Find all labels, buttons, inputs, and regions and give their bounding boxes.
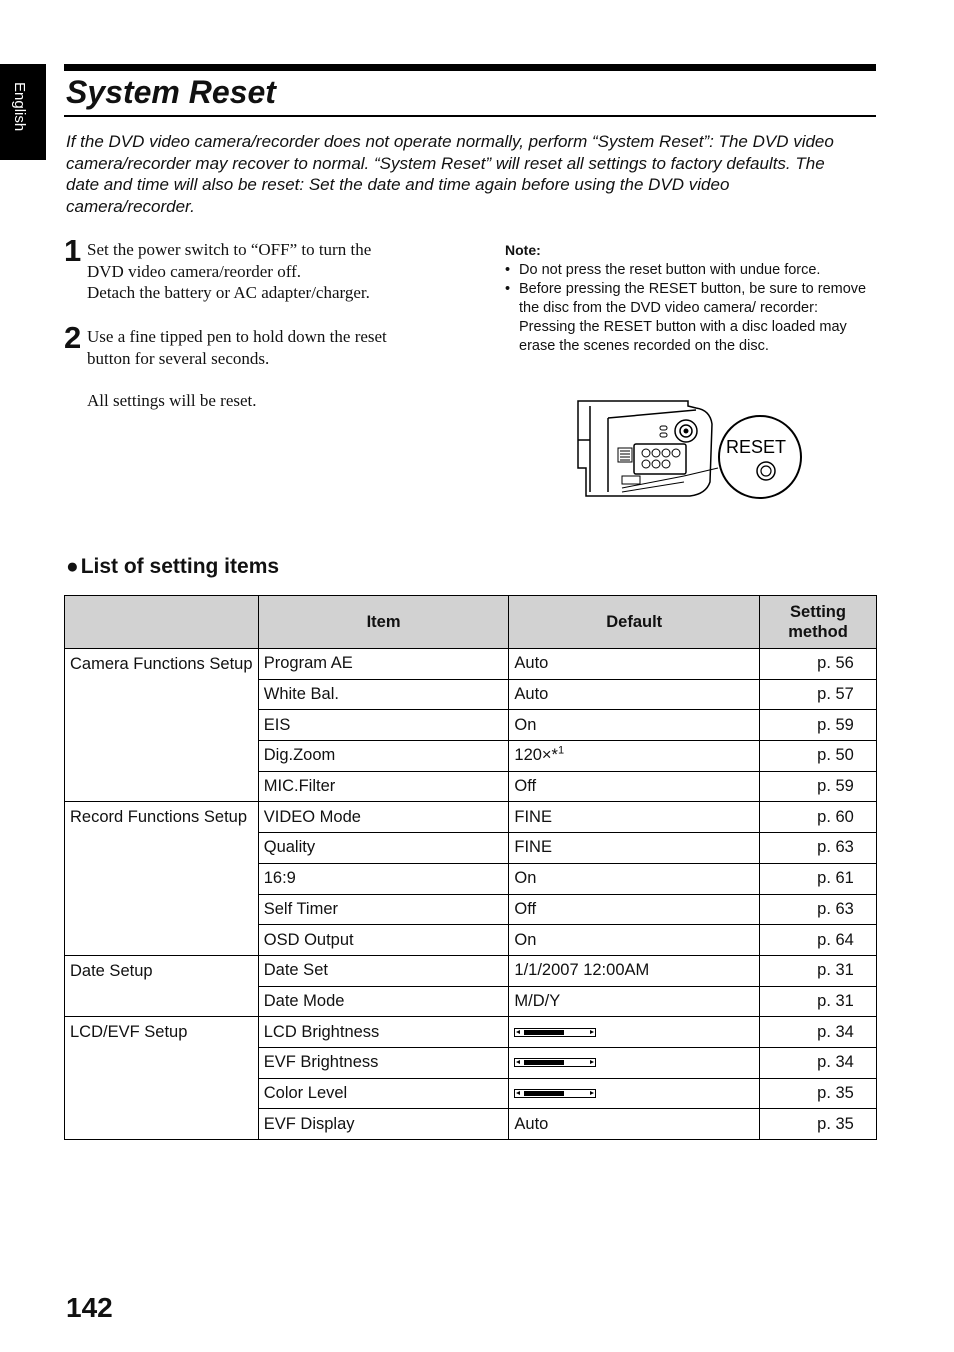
header-default: Default	[509, 596, 760, 649]
page-ref-cell: p. 59	[760, 710, 877, 741]
default-cell	[509, 863, 760, 894]
title-rule-top	[64, 64, 876, 71]
language-tab	[0, 64, 46, 160]
step-line: Detach the battery or AC adapter/charger.	[87, 283, 370, 302]
item-cell: Program AE	[258, 649, 509, 680]
item-cell: 16:9	[258, 863, 509, 894]
group-cell: Record Functions Setup	[65, 802, 259, 955]
default-cell	[509, 649, 760, 680]
default-cell	[509, 986, 760, 1017]
default-cell	[509, 1109, 760, 1140]
default-value: On	[514, 930, 537, 949]
step-result: All settings will be reset.	[87, 391, 257, 410]
note-box	[505, 242, 875, 356]
default-cell	[509, 833, 760, 864]
page-ref-cell: p. 64	[760, 925, 877, 956]
level-bar-icon	[514, 1028, 596, 1037]
note-heading: Note:	[505, 242, 541, 258]
item-cell: Color Level	[258, 1078, 509, 1109]
table-row	[65, 1017, 877, 1048]
title-rule-bottom	[64, 115, 876, 117]
table-row	[65, 955, 877, 986]
arrow-right-icon	[590, 1091, 594, 1095]
section-heading	[66, 555, 279, 579]
page-ref-cell: p. 34	[760, 1047, 877, 1078]
page-ref-cell: p. 60	[760, 802, 877, 833]
default-value: On	[514, 869, 537, 888]
page-number: 142	[66, 1292, 113, 1323]
level-fill	[524, 1060, 564, 1065]
default-cell	[509, 741, 760, 772]
step-number: 1	[64, 233, 82, 268]
item-cell: Quality	[258, 833, 509, 864]
item-cell: White Bal.	[258, 679, 509, 710]
default-cell	[509, 710, 760, 741]
arrow-left-icon	[516, 1030, 520, 1034]
note-list	[505, 261, 875, 356]
language-tab-label: English	[11, 82, 28, 132]
header-group	[65, 596, 259, 649]
settings-table-body	[65, 649, 877, 1140]
default-cell	[509, 1078, 760, 1109]
header-setting-method: Setting method	[760, 596, 877, 649]
page-ref-cell: p. 35	[760, 1078, 877, 1109]
level-fill	[524, 1091, 564, 1096]
step-line: Use a fine tipped pen to hold down the reset	[87, 327, 387, 346]
step-1	[64, 233, 464, 304]
level-bar-icon	[514, 1058, 596, 1067]
page-title: System Reset	[66, 74, 276, 110]
bullet-icon: ●	[66, 555, 79, 578]
table-row	[65, 802, 877, 833]
default-value: Auto	[514, 1114, 549, 1133]
default-value: M/D/Y	[514, 991, 561, 1010]
default-value: 1/1/2007 12:00AM	[514, 961, 650, 980]
page-ref-cell: p. 57	[760, 679, 877, 710]
item-cell: LCD Brightness	[258, 1017, 509, 1048]
group-cell: LCD/EVF Setup	[65, 1017, 259, 1140]
group-cell: Date Setup	[65, 955, 259, 1016]
settings-table	[64, 595, 877, 1140]
arrow-right-icon	[590, 1060, 594, 1064]
intro-paragraph: If the DVD video camera/recorder does not operate normally, perform “System Reset”: The DVD video camera/recorder may recover to normal. “System Reset” will reset all settings to factory defaults. The date and time will also be reset: Set the date and time again before using the DVD video camera/recorder.	[66, 132, 834, 216]
default-value: Off	[514, 777, 537, 796]
item-cell: Date Mode	[258, 986, 509, 1017]
default-cell	[509, 771, 760, 802]
default-value: FINE	[514, 807, 552, 826]
camera-illustration	[572, 396, 804, 502]
step-line: Set the power switch to “OFF” to turn the	[87, 240, 372, 259]
group-cell: Camera Functions Setup	[65, 649, 259, 802]
item-cell: OSD Output	[258, 925, 509, 956]
page-ref-cell: p. 34	[760, 1017, 877, 1048]
page-ref-cell: p. 63	[760, 894, 877, 925]
level-bar-icon	[514, 1089, 596, 1098]
page-ref-cell: p. 56	[760, 649, 877, 680]
arrow-left-icon	[516, 1060, 520, 1064]
item-cell: Dig.Zoom	[258, 741, 509, 772]
table-header-row	[65, 596, 877, 649]
arrow-left-icon	[516, 1091, 520, 1095]
footnote-marker: 1	[557, 744, 565, 757]
item-cell: EVF Brightness	[258, 1047, 509, 1078]
page-ref-cell: p. 63	[760, 833, 877, 864]
item-cell: VIDEO Mode	[258, 802, 509, 833]
default-value: Auto	[514, 685, 549, 704]
default-value: Off	[514, 899, 537, 918]
page-ref-cell: p. 59	[760, 771, 877, 802]
default-cell	[509, 894, 760, 925]
item-cell: Date Set	[258, 955, 509, 986]
step-2	[64, 320, 464, 369]
default-cell	[509, 1017, 760, 1048]
step-text	[87, 239, 464, 304]
item-cell: Self Timer	[258, 894, 509, 925]
table-row	[65, 649, 877, 680]
section-heading-text: List of setting items	[80, 555, 280, 578]
camera-reset-illustration	[572, 396, 804, 502]
page-ref-cell: p. 31	[760, 955, 877, 986]
default-value: FINE	[514, 838, 552, 857]
default-cell	[509, 802, 760, 833]
step-line: DVD video camera/reorder off.	[87, 261, 301, 281]
item-cell: EVF Display	[258, 1109, 509, 1140]
item-cell: EIS	[258, 710, 509, 741]
page-ref-cell: p. 35	[760, 1109, 877, 1140]
page-ref-cell: p. 61	[760, 863, 877, 894]
note-item: • Do not press the reset button with undue force.	[505, 261, 875, 280]
header-item: Item	[258, 596, 509, 649]
default-cell	[509, 925, 760, 956]
level-fill	[524, 1030, 564, 1035]
default-cell	[509, 679, 760, 710]
reset-callout-label: RESET	[725, 437, 787, 457]
step-number: 2	[64, 320, 82, 355]
step-text	[87, 326, 464, 369]
default-cell	[509, 1047, 760, 1078]
arrow-right-icon	[590, 1030, 594, 1034]
note-item: • Before pressing the RESET button, be sure to remove the disc from the DVD video camera/ recorder: Pressing the RESET button with a disc loaded may erase the scenes recorded on the disc.	[505, 280, 875, 356]
default-value: 120×*	[514, 746, 558, 765]
page-ref-cell: p. 50	[760, 741, 877, 772]
step-line: button for several seconds.	[87, 348, 270, 368]
page-ref-cell: p. 31	[760, 986, 877, 1017]
default-value: Auto	[514, 654, 549, 673]
default-cell	[509, 955, 760, 986]
item-cell: MIC.Filter	[258, 771, 509, 802]
default-value: On	[514, 715, 537, 734]
